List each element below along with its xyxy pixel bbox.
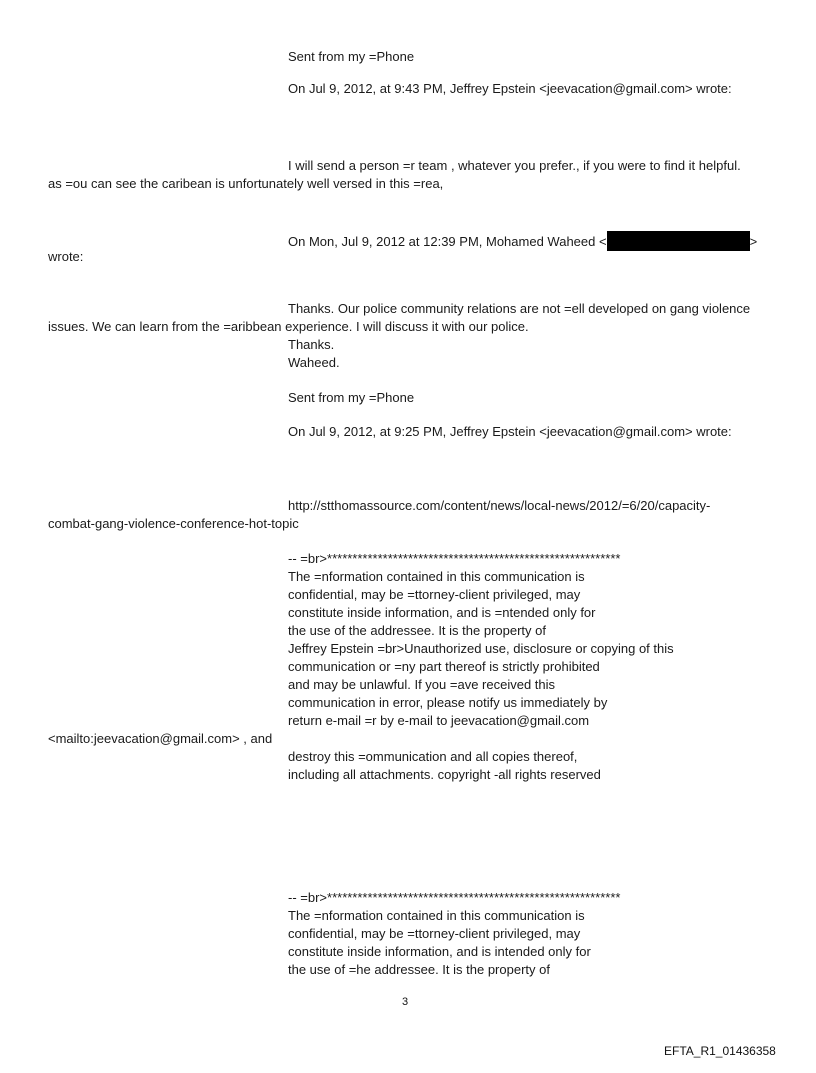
disclaimer-line: including all attachments. copyright -all rights reserved: [288, 767, 601, 782]
disclaimer-line: -- =br>**********************************************************: [288, 890, 621, 905]
message-line: as =ou can see the caribean is unfortunately well versed in this =rea,: [48, 176, 444, 191]
disclaimer-line: communication in error, please notify us immediately by: [288, 695, 608, 710]
reply-header-suffix: >: [749, 234, 758, 249]
reply-header: [288, 231, 757, 251]
message-line: Thanks. Our police community relations are not =ell developed on gang violence: [288, 301, 751, 316]
disclaimer-line: constitute inside information, and is intended only for: [288, 944, 591, 959]
page-number: 3: [402, 996, 409, 1008]
disclaimer-line: confidential, may be =ttorney-client privileged, may: [288, 926, 581, 941]
disclaimer-line: confidential, may be =ttorney-client privileged, may: [288, 587, 581, 602]
reply-header-wrote: wrote:: [48, 249, 84, 264]
reply-header: On Jul 9, 2012, at 9:25 PM, Jeffrey Epstein <jeevacation@gmail.com> wrote:: [288, 424, 732, 439]
disclaimer-line: return e-mail =r by e-mail to jeevacation@gmail.com: [288, 713, 590, 728]
disclaimer-line: -- =br>**********************************************************: [288, 551, 621, 566]
disclaimer-line: the use of the addressee. It is the property of: [288, 623, 546, 638]
disclaimer-line: and may be unlawful. If you =ave received this: [288, 677, 556, 692]
message-signature: Waheed.: [288, 355, 340, 370]
message-line: Thanks.: [288, 337, 335, 352]
disclaimer-line: the use of =he addressee. It is the property of: [288, 962, 550, 977]
reply-header-prefix: On Mon, Jul 9, 2012 at 12:39 PM, Mohamed Waheed <: [288, 234, 607, 249]
disclaimer-line: The =nformation contained in this communication is: [288, 569, 585, 584]
disclaimer-line: constitute inside information, and is =ntended only for: [288, 605, 596, 620]
article-link[interactable]: http://stthomassource.com/content/news/local-news/2012/=6/20/capacity-: [288, 498, 711, 513]
sent-from-line: Sent from my =Phone: [288, 390, 415, 405]
reply-header: On Jul 9, 2012, at 9:43 PM, Jeffrey Epstein <jeevacation@gmail.com> wrote:: [288, 81, 732, 96]
document-id: EFTA_R1_01436358: [664, 1044, 776, 1058]
sent-from-line: Sent from my =Phone: [288, 49, 415, 64]
mailto-link[interactable]: <mailto:jeevacation@gmail.com> , and: [48, 731, 273, 746]
message-line: issues. We can learn from the =aribbean experience. I will discuss it with our police.: [48, 319, 529, 334]
message-line: I will send a person =r team , whatever you prefer., if you were to find it helpful.: [288, 158, 741, 173]
disclaimer-line: destroy this =ommunication and all copies thereof,: [288, 749, 578, 764]
disclaimer-line: Jeffrey Epstein =br>Unauthorized use, disclosure or copying of this: [288, 641, 674, 656]
article-link[interactable]: combat-gang-violence-conference-hot-topic: [48, 516, 299, 531]
disclaimer-line: The =nformation contained in this communication is: [288, 908, 585, 923]
redaction-box: [607, 231, 750, 251]
disclaimer-line: communication or =ny part thereof is strictly prohibited: [288, 659, 600, 674]
